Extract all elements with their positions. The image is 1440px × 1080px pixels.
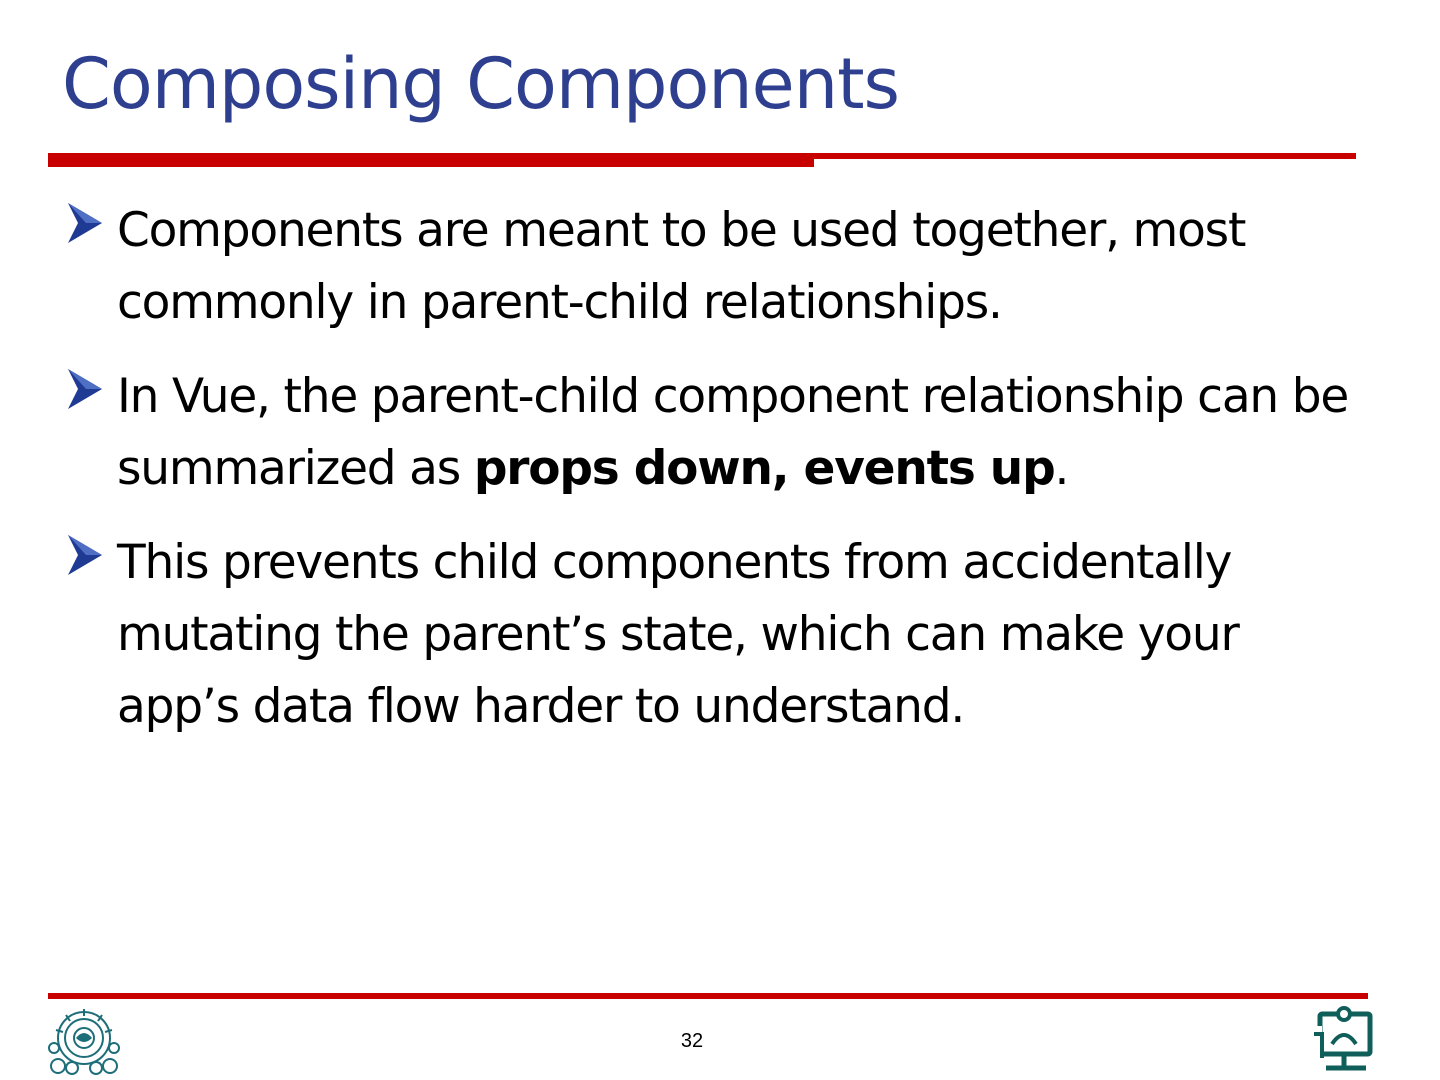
bullet-list bbox=[66, 195, 1366, 765]
title-divider-thick bbox=[48, 154, 814, 167]
bullet-text bbox=[117, 195, 1366, 339]
bullet-text-run: This prevents child components from accidentally mutating the parent’s state, which can make your app’s data flow harder to understand. bbox=[117, 535, 1239, 734]
bullet-text-run: Components are meant to be used together, most commonly in parent-child relationships. bbox=[117, 203, 1246, 330]
bullet-text-run: In Vue, the parent-child component relationship can be summarized as bbox=[117, 369, 1349, 496]
bullet-text-emphasis: props down, events up bbox=[473, 441, 1055, 496]
arrow-bullet-icon bbox=[66, 367, 104, 411]
slide-title: Composing Components bbox=[62, 43, 899, 125]
computer-user-logo bbox=[1310, 1004, 1376, 1074]
bullet-text bbox=[117, 527, 1366, 743]
arrow-bullet-icon bbox=[66, 201, 104, 245]
arrow-bullet-icon bbox=[66, 533, 104, 577]
university-seal-logo bbox=[46, 1006, 122, 1076]
bullet-text-run: . bbox=[1054, 441, 1069, 496]
bullet-item bbox=[66, 361, 1366, 505]
bullet-item bbox=[66, 195, 1366, 339]
bullet-item bbox=[66, 527, 1366, 743]
footer-divider bbox=[48, 993, 1368, 999]
bullet-text bbox=[117, 361, 1366, 505]
page-number: 32 bbox=[680, 1030, 704, 1052]
